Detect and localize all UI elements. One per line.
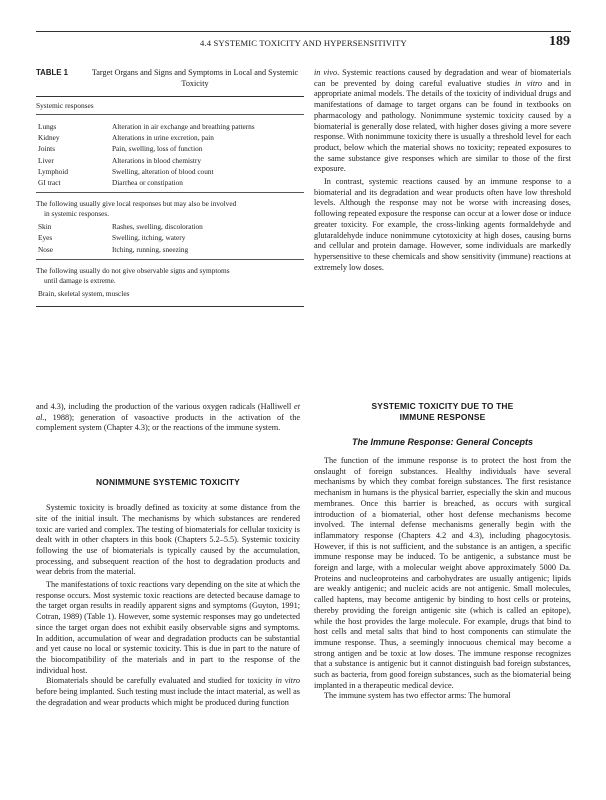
section-heading: SYSTEMIC TOXICITY DUE TO THE IMMUNE RESPONSE <box>371 401 514 422</box>
right-column-top <box>314 68 571 273</box>
paragraph: In contrast, systemic reactions caused by an immune response to a biomaterial and its degradation and wear products often have low threshold levels. Although the response may not be worse with increasing doses, following repeated exposure the response can occur at a lower dose or induce greater toxicity. For example, the cross-linking agents formaldehyde and glutaraldehyde induce nonimmune cytotoxicity at high doses, causing burns and cellular and protein damage. However, some individuals are markedly hypersensitive to these chemicals and show sensitivity (immune) reactions at extremely low doses. <box>314 177 571 272</box>
paragraph: Biomaterials should be carefully evaluated and studied for toxicity in vitro before being implanted. Such testing must include the intact material, as well as the degradation and wear products which might be produced during function <box>36 676 301 707</box>
table-row: Nose Itching, running, sneezing <box>38 244 189 254</box>
section-heading: NONIMMUNE SYSTEMIC TOXICITY <box>96 477 240 488</box>
table-title: Target Organs and Signs and Symptoms in Local and Systemic Toxicity <box>91 68 299 88</box>
table-mid-rule <box>36 192 304 193</box>
local-note: The following usually give local responses but may also be involved in systemic responses. <box>36 199 237 219</box>
table-row: Eyes Swelling, itching, watery <box>38 233 186 243</box>
systemic-rows <box>36 121 304 188</box>
nonobservable-note: The following usually do not give observable signs and symptoms until damage is extreme. <box>36 265 230 285</box>
right-column-bottom <box>314 401 571 702</box>
table-bottom-rule <box>36 306 304 307</box>
subsection-heading: The Immune Response: General Concepts <box>351 437 534 447</box>
table-1 <box>36 68 304 307</box>
paragraph: The function of the immune response is to protect the host from the onslaught of foreign substances. Healthy individuals have several mechanisms by which they combat foreign substances. The first resistance mechanism in humans is the physical barrier, especially the skin and mucous membranes. Once this barrier is breached, as occurs with surgical introduction of a biomaterial, other host defense mechanisms become involved. The internal defense mechanisms generally begin with the inflammatory response (Chapters 4.2 and 4.3), including phagocytosis. However, if this is not sufficient, and the substance is an antigen, a specific immune response may be induced. To be antigenic, a substance must be foreign and large, with a molecular weight above approximately 5000 Da. Proteins and nucleoproteins and carbohydrates are usually antigenic; lipids are weakly antigenic; and nucleic acids are not antigenic. Small molecules, called haptens, may become antigenic by binding to host cells or proteins, thereby providing the foreign antigenic site (which is called an epitope), while the host provides the large molecule. For example, drugs that bind to host cells and metal salts that bind to host components can stimulate the immune response. Thus, a seemingly innocuous chemical may become a strong antigen and be toxic at low doses. The immune response recognizes that a substance is antigenic but it cannot distinguish bad foreign substances, such as bacteria, from good foreign substances, such as the biomaterial being implanted in a therapeutic medical device. <box>314 456 571 690</box>
table-row: Liver Alterations in blood chemistry <box>38 155 201 165</box>
table-mid-rule-2 <box>36 259 304 260</box>
paragraph: in vivo. Systemic reactions caused by degradation and wear of biomaterials can be prevented by doing careful evaluative studies in vitro and in appropriate animal models. The details of the toxicity of individual drugs and manifestations of damage to target organs can be found in textbooks on pharmacology and pathology. Nonimmune systemic toxicity caused by a biomaterial is generally dose related, with higher doses giving a more severe response. With nonimmune toxicity there is usually a threshold level for each product, below which the material shows no toxicity; repeated exposures to the same substance give responses which are similar to those of the first exposure. <box>314 68 571 174</box>
table-row: Brain, skeletal system, muscles <box>38 288 130 298</box>
running-head: 4.4 SYSTEMIC TOXICITY AND HYPERSENSITIVITY <box>200 38 407 48</box>
local-rows <box>36 221 304 255</box>
table-row: GI tract Diarrhea or constipation <box>38 178 183 188</box>
page-number: 189 <box>549 34 570 49</box>
paragraph: The immune system has two effector arms: The humoral <box>324 691 511 701</box>
header-rule <box>36 31 571 32</box>
table-row: Joints Pain, swelling, loss of function <box>38 144 203 154</box>
table-section-head: Systemic responses <box>36 101 94 110</box>
table-label: TABLE 1 <box>36 68 68 77</box>
table-row: Skin Rashes, swelling, discoloration <box>38 222 203 232</box>
left-column-bottom <box>36 402 300 708</box>
paragraph: The manifestations of toxic reactions vary depending on the site at which the response occurs. Most systemic toxic reactions are detected because damage to the target organ results in readily apparent signs and symptoms (Guyton, 1991; Cotran, 1989) (Table 1). However, some systemic responses may go undetected since the target organ does not exhibit easily observable signs and symptoms. In addition, accumulation of wear and degradation products can be substantial and yet cause no local or systemic toxicity. This is due in part to the nature of the biocompatibility of the materials and in part to the response of the individual host. <box>36 580 300 675</box>
table-row: Lymphoid Swelling, alteration of blood count <box>38 166 214 176</box>
table-row: Kidney Alterations in urine excretion, pain <box>38 133 214 143</box>
table-caption <box>36 68 304 89</box>
paragraph: and 4.3), including the production of the various oxygen radicals (Halliwell et al., 1988); generation of vasoactive products in the activation of the complement system (Chapter 4.3); or the reactions of the immune system. <box>36 402 300 433</box>
paragraph: Systemic toxicity is broadly defined as toxicity at some distance from the site of the initial insult. The mechanisms by which substances are rendered toxic are varied and complex. The testing of biomaterials for cellular toxicity is dealt with in other chapters in this book (Chapters 5.2–5.5). Systemic toxicity following the use of biomaterials is typically caused by the accumulation, processing, and subsequent reaction of the host to degradation products and wear debris from the material. <box>36 503 300 577</box>
table-row: Lungs Alteration in air exchange and breathing patterns <box>38 122 255 131</box>
